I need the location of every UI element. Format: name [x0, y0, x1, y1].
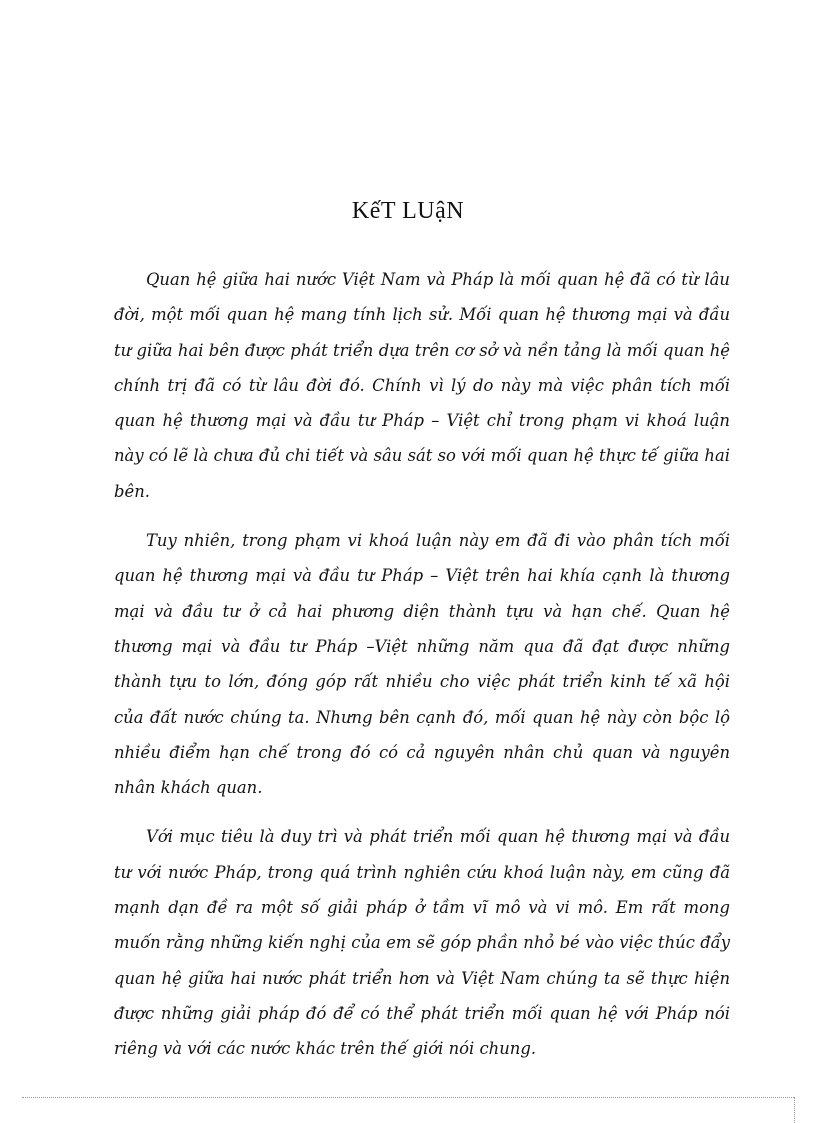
footer-corner-mark: [794, 1097, 796, 1123]
body-text: [114, 262, 730, 1081]
footer-divider: [22, 1097, 794, 1098]
paragraph-2: Tuy nhiên, trong phạm vi khoá luận này em đã đi vào phân tích mối quan hệ thương mại và đầu tư Pháp – Việt trên hai khía cạnh là thương mại và đầu tư ở cả hai phương diện thành tựu và hạn chế. Quan hệ thương mại và đầu tư Pháp –Việt những năm qua đã đạt được những thành tựu to lớn, đóng góp rất nhiều cho việc phát triển kinh tế xã hội của đất nước chúng ta. Nhưng bên cạnh đó, mối quan hệ này còn bộc lộ nhiều điểm hạn chế trong đó có cả nguyên nhân chủ quan và nguyên nhân khách quan.: [114, 531, 730, 798]
page-title: KếT LUậN: [351, 198, 465, 224]
paragraph-3: Với mục tiêu là duy trì và phát triển mối quan hệ thương mại và đầu tư với nước Pháp, trong quá trình nghiên cứu khoá luận này, em cũng đã mạnh dạn đề ra một số giải pháp ở tầm vĩ mô và vi mô. Em rất mong muốn rằng những kiến nghị của em sẽ góp phần nhỏ bé vào việc thúc đẩy quan hệ giữa hai nước phát triển hơn và Việt Nam chúng ta sẽ thực hiện được những giải pháp đó để có thể phát triển mối quan hệ với Pháp nói riêng và với các nước khác trên thế giới nói chung.: [114, 827, 730, 1059]
paragraph-1: Quan hệ giữa hai nước Việt Nam và Pháp là mối quan hệ đã có từ lâu đời, một mối quan hệ mang tính lịch sử. Mối quan hệ thương mại và đầu tư giữa hai bên được phát triển dựa trên cơ sở và nền tảng là mối quan hệ chính trị đã có từ lâu đời đó. Chính vì lý do này mà việc phân tích mối quan hệ thương mại và đầu tư Pháp – Việt chỉ trong phạm vi khoá luận này có lẽ là chưa đủ chi tiết và sâu sát so với mối quan hệ thực tế giữa hai bên.: [114, 270, 730, 501]
